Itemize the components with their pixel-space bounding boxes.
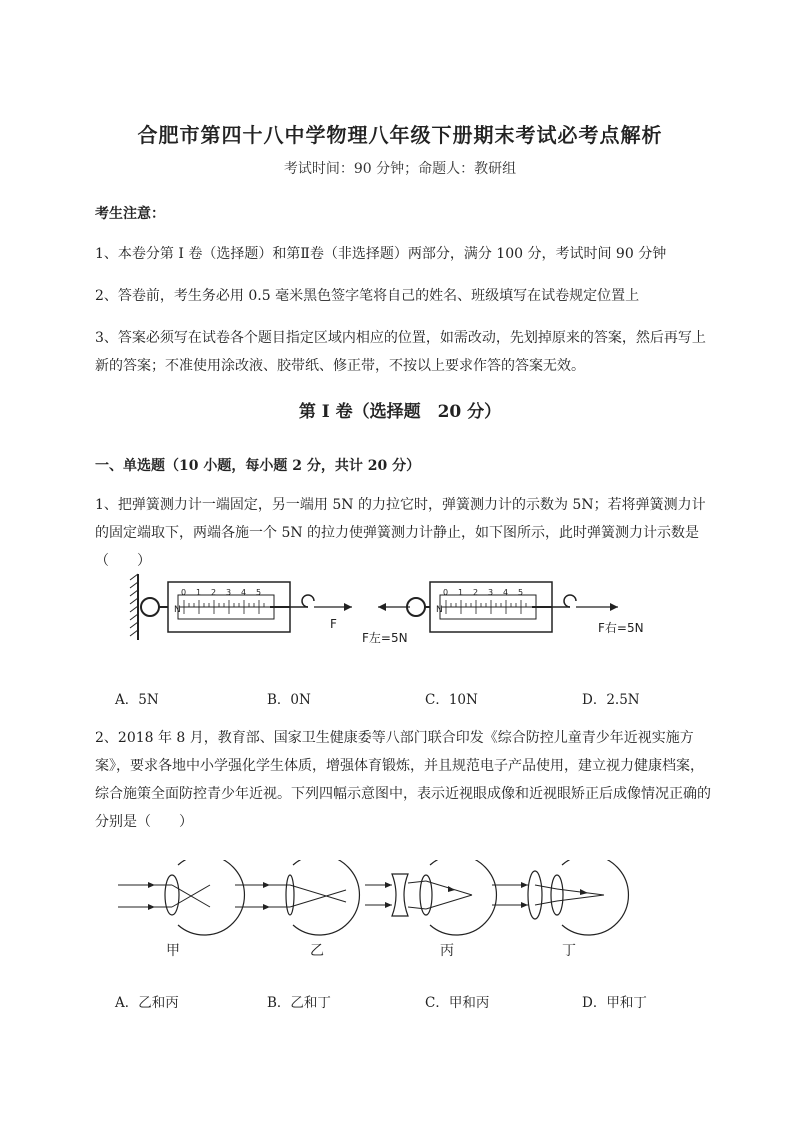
question-2-stem: 2、2018 年 8 月，教育部、国家卫生健康委等八部门联合印发《综合防控儿童青少年近视实施方案》，要求各地中小学强化学生体质，增强体育锻炼，并且规范电子产品使用，建立视力健康档案，综合施策全面防控青少年近视。下列四幅示意图中，表示近视眼成像和近视眼矫正后成像情况正确的分别是（ ） [95,730,711,830]
document-title: 合肥市第四十八中学物理八年级下册期末考试必考点解析 [137,123,663,147]
q2-option-c[interactable]: C．甲和丙 [425,995,490,1011]
eye-diagram-ding [492,860,628,959]
svg-text:1: 1 [458,588,464,597]
q1-option-c[interactable]: C．10N [425,692,478,708]
spring-scale-left [141,582,352,632]
exam-info: 考试时间：90 分钟；命题人：教研组 [283,161,517,177]
svg-text:丁: 丁 [562,943,576,959]
svg-text:4: 4 [241,588,247,597]
svg-text:0: 0 [181,588,187,597]
eye-diagrams [110,860,630,960]
svg-text:3: 3 [488,588,494,597]
svg-text:4: 4 [503,588,509,597]
eye-diagram-bing [365,860,496,959]
notice-item-3: 3、答案必须写在试卷各个题目指定区域内相应的位置，如需改动，先划掉原来的答案，然后再写上新的答案；不准使用涂改液、胶带纸、修正带，不按以上要求作答的答案无效。 [95,330,706,374]
svg-text:1: 1 [196,588,202,597]
eye-diagram-yi [235,860,359,959]
notice-heading: 考生注意： [95,206,165,222]
svg-text:3: 3 [226,588,232,597]
part-title: 一、单选题（10 小题，每小题 2 分，共计 20 分） [95,458,421,474]
spring-scale-right [362,582,644,645]
force-f-label: F [330,617,337,631]
force-right-label: F右=5N [598,621,644,635]
q2-option-b[interactable]: B．乙和丁 [267,995,331,1011]
svg-text:乙: 乙 [310,943,324,959]
q2-option-a[interactable]: A．乙和丙 [115,995,179,1011]
q1-option-a[interactable]: A．5N [115,692,159,708]
svg-text:甲: 甲 [166,943,180,959]
notice-item-2: 2、答卷前，考生务必用 0.5 毫米黑色签字笔将自己的姓名、班级填写在试卷规定位置上 [95,288,640,304]
question-1-stem: 1、把弹簧测力计一端固定，另一端用 5N 的力拉它时，弹簧测力计的示数为 5N；若将弹簧测力计的固定端取下，两端各施一个 5N 的拉力使弹簧测力计静止，如下图所示，此时弹簧测力计示数是（ ） [95,497,706,569]
q1-option-b[interactable]: B．0N [267,692,311,708]
svg-text:5: 5 [518,588,524,597]
svg-text:2: 2 [473,588,479,597]
notice-item-1: 1、本卷分第 I 卷（选择题）和第Ⅱ卷（非选择题）两部分，满分 100 分，考试时间 90 分钟 [95,246,667,262]
q2-option-d[interactable]: D．甲和丁 [582,995,647,1011]
wall-icon [130,574,138,640]
spring-scale-figure [120,562,680,662]
q1-option-d[interactable]: D．2.5N [582,692,640,708]
svg-text:2: 2 [211,588,217,597]
section-title: 第 I 卷（选择题 20 分） [298,402,502,422]
svg-text:N: N [436,605,443,615]
svg-text:N: N [174,605,181,615]
svg-text:丙: 丙 [440,943,454,959]
svg-text:5: 5 [256,588,262,597]
eye-diagram-jia [118,860,244,959]
svg-text:0: 0 [443,588,449,597]
force-left-label: F左=5N [362,631,408,645]
